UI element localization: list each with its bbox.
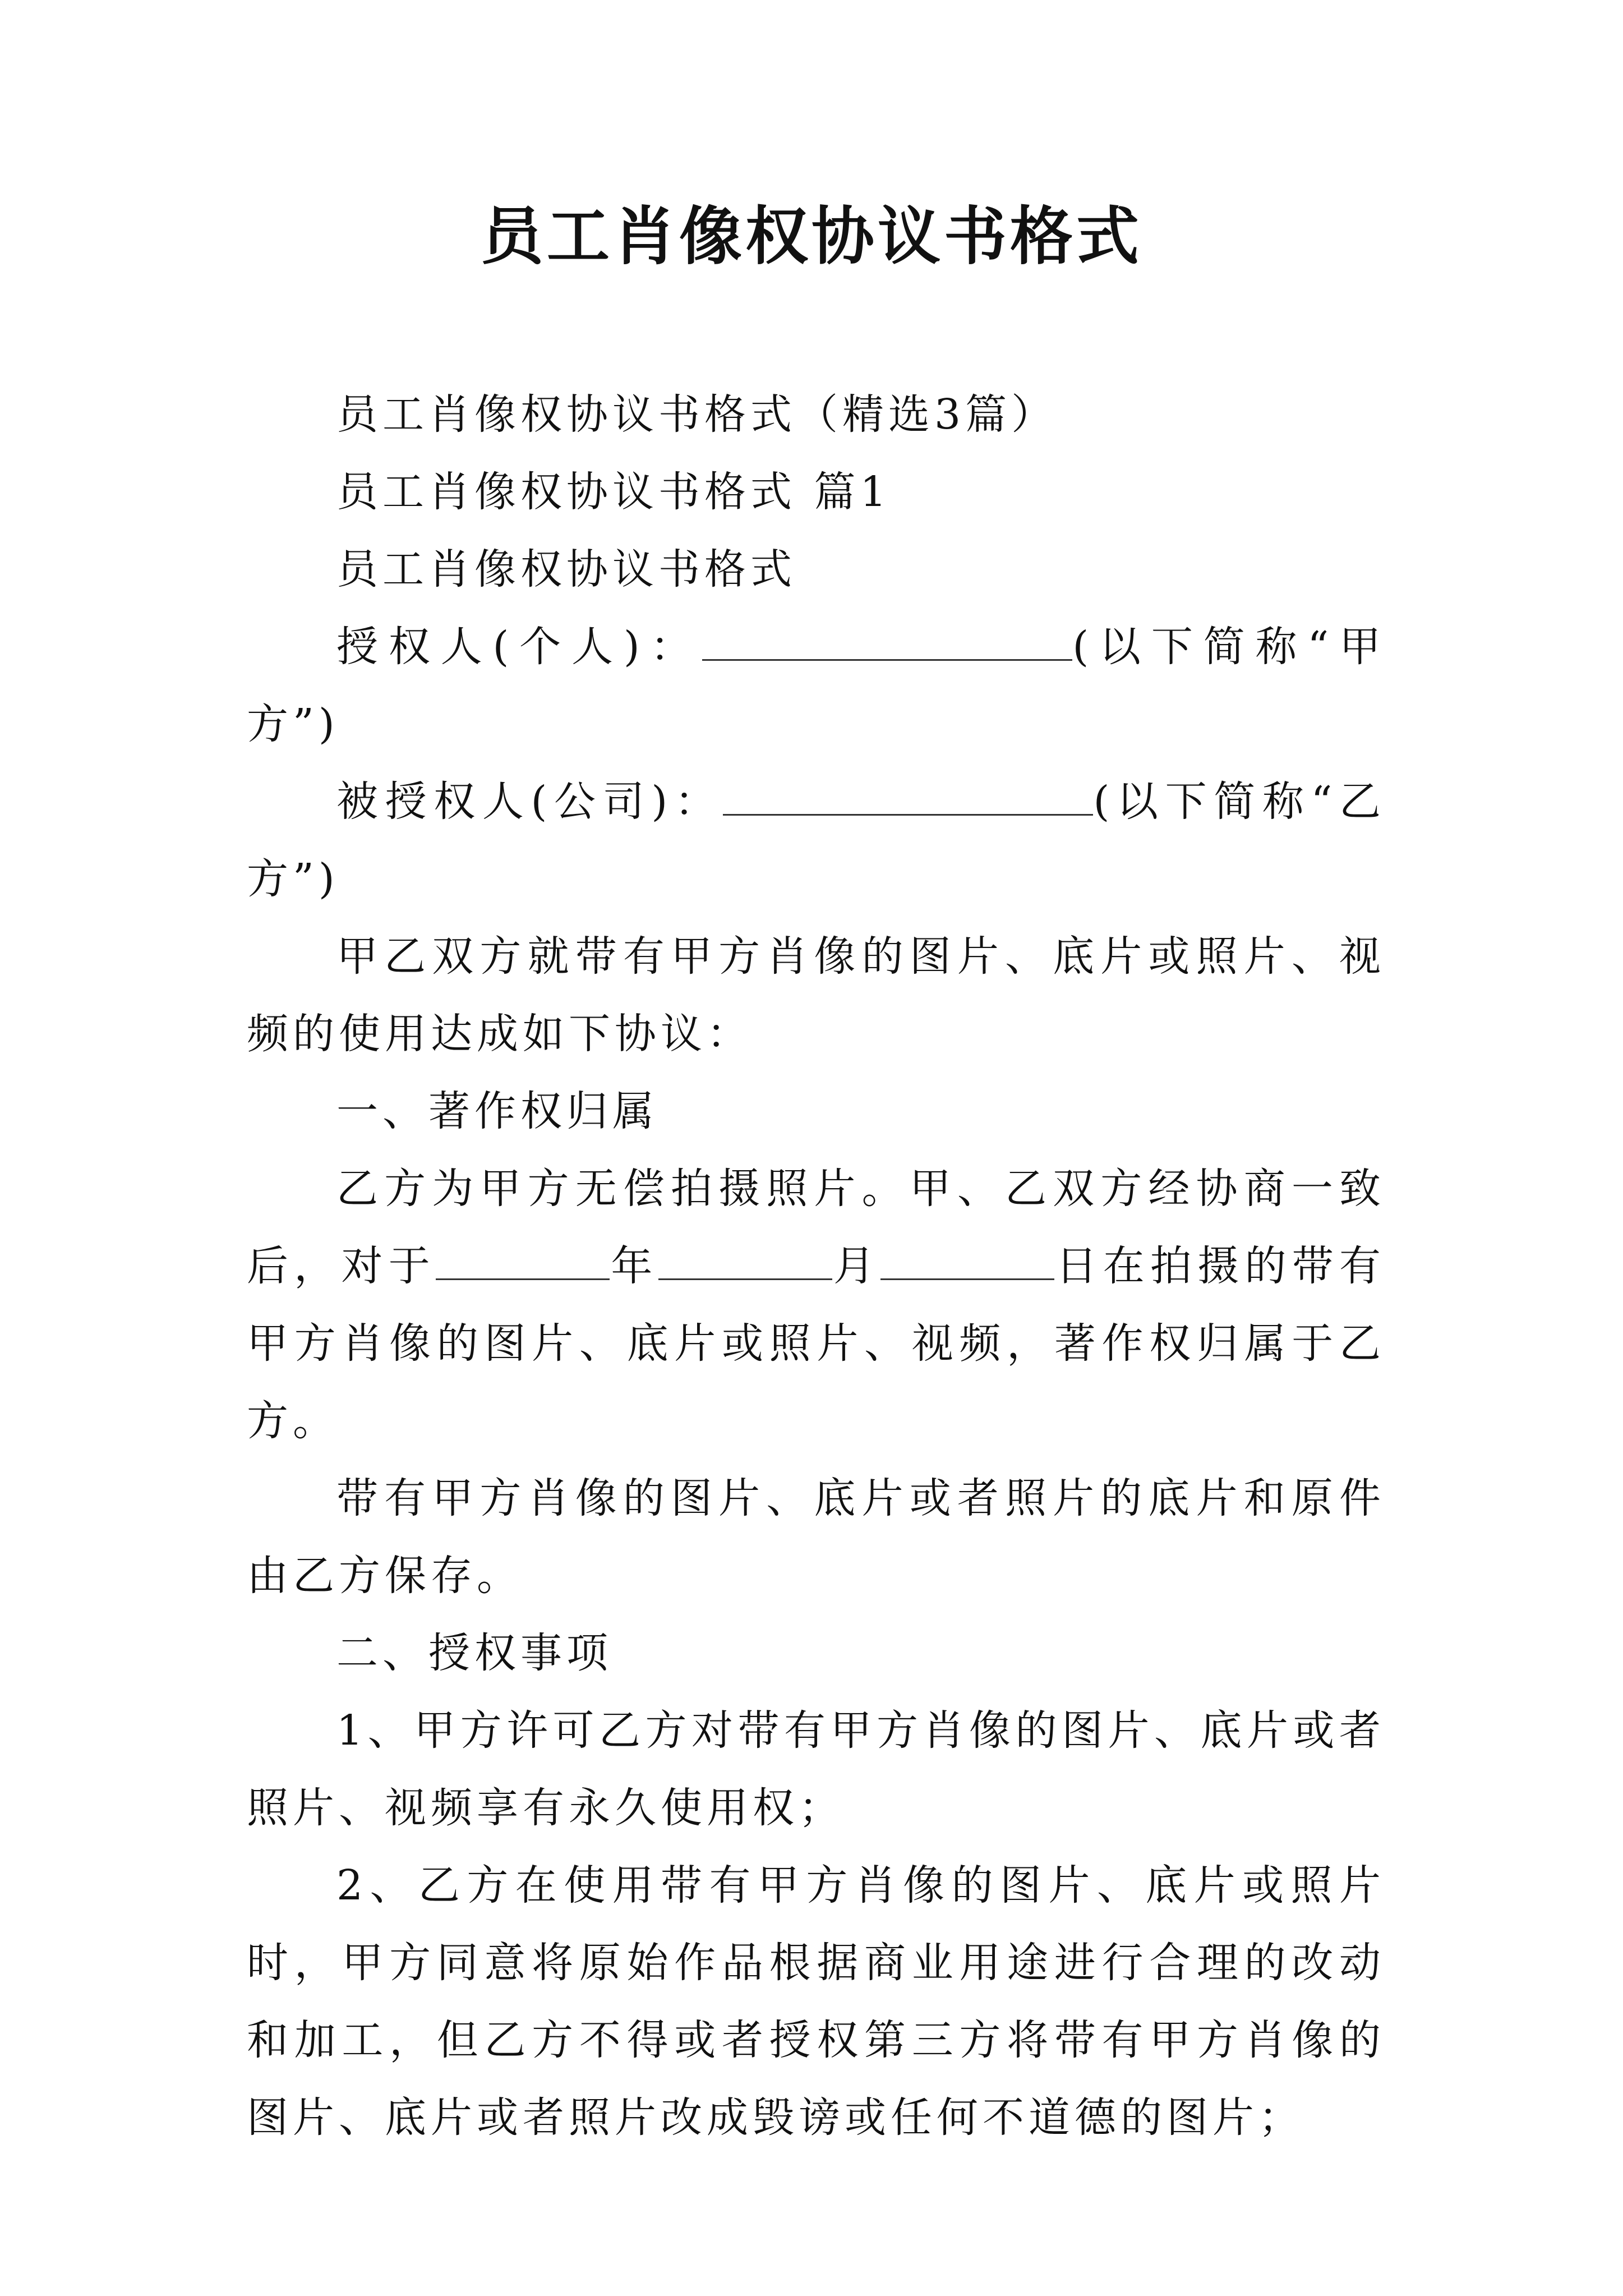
- document-body: [247, 376, 1385, 2156]
- section1-p1-start: 乙方为甲方无偿拍摄照片。甲、乙双方经协商一致后，对于: [247, 1165, 1385, 1290]
- doc-heading: 员工肖像权协议书格式: [336, 545, 796, 593]
- section1-heading: 一、著作权归属: [336, 1087, 658, 1135]
- day-blank[interactable]: [880, 1237, 1054, 1280]
- section1-paragraph1: [247, 1150, 1385, 1460]
- section2-item2: 2、乙方在使用带有甲方肖像的图片、底片或照片时，甲方同意将原始作品根据商业用途进行合理的改动和加工，但乙方不得或者授权第三方将带有甲方肖像的图片、底片或者照片改成毁谤或任何不道德的图片；: [247, 1861, 1385, 2142]
- section1-p1-end: 日在拍摄的带有甲方肖像的图片、底片或照片、视频，著作权归属于乙方。: [247, 1242, 1386, 1445]
- section2-heading: 二、授权事项: [336, 1629, 612, 1677]
- section2-item1: 1、甲方许可乙方对带有甲方肖像的图片、底片或者照片、视频享有永久使用权；: [247, 1706, 1385, 1832]
- month-label: 月: [832, 1242, 881, 1290]
- party-b-line: [247, 763, 1385, 918]
- party-a-line: [247, 608, 1385, 763]
- year-blank[interactable]: [436, 1237, 610, 1280]
- party-a-blank[interactable]: [702, 618, 1072, 661]
- document-title: 员工肖像权协议书格式: [481, 200, 1142, 273]
- part-heading: 员工肖像权协议书格式 篇1: [336, 468, 891, 516]
- year-label: 年: [610, 1242, 658, 1290]
- party-a-suffix: (以下简称“甲方”): [247, 623, 1385, 748]
- month-blank[interactable]: [658, 1237, 832, 1280]
- party-a-label: 授权人(个人)：: [336, 623, 703, 671]
- section1-paragraph2: 带有甲方肖像的图片、底片或者照片的底片和原件由乙方保存。: [247, 1474, 1385, 1600]
- subtitle: 员工肖像权协议书格式（精选3篇）: [336, 390, 1058, 439]
- intro-paragraph: 甲乙双方就带有甲方肖像的图片、底片或照片、视频的使用达成如下协议：: [247, 932, 1385, 1058]
- party-b-blank[interactable]: [723, 772, 1093, 816]
- party-b-label: 被授权人(公司)：: [336, 777, 723, 826]
- party-b-suffix: (以下简称“乙方”): [247, 777, 1385, 903]
